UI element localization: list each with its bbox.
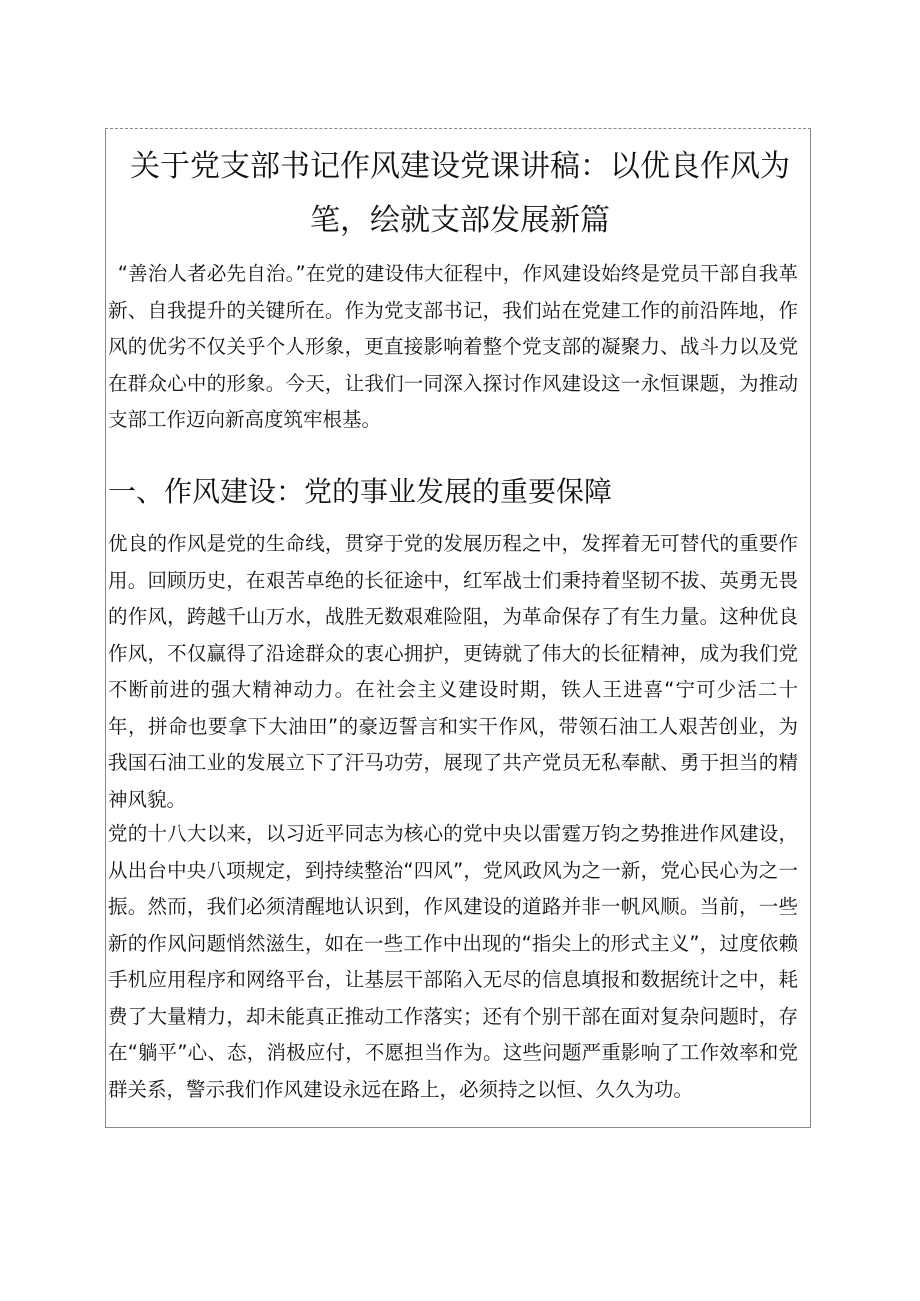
document-title: 关于党支部书记作风建设党课讲稿：以优良作风为笔，绘就支部发展新篇 — [130, 149, 790, 238]
section-1-paragraph-1: 优良的作风是党的生命线，贯穿于党的发展历程之中，发挥着无可替代的重要作用。回顾历史，在艰苦卓绝的长征途中，红军战士们秉持着坚韧不拔、英勇无畏的作风，跨越千山万水，战胜无数艰难险阻，为革命保存了有生力量。这种优良作风，不仅赢得了沿途群众的衷心拥护，更铸就了伟大的长征精神，成为我们党不断前进的强大精神动力。在社会主义建设时期，铁人王进喜“宁可少活二十年，拼命也要拿下大油田”的豪迈誓言和实干作风，带领石油工人艰苦创业，为我国石油工业的发展立下了汗马功劳，展现了共产党员无私奉献、勇于担当的精神风貌。 — [108, 532, 798, 811]
section-heading-1: 一、作风建设：党的事业发展的重要保障 — [108, 475, 613, 508]
section-1-paragraph-2: 党的十八大以来，以习近平同志为核心的党中央以雷霆万钧之势推进作风建设，从出台中央八项规定，到持续整治“四风”，党风政风为之一新，党心民心为之一振。然而，我们必须清醒地认识到，作风建设的道路并非一帆风顺。当前，一些新的作风问题悄然滋生，如在一些工作中出现的“指尖上的形式主义”，过度依赖手机应用程序和网络平台，让基层干部陷入无尽的信息填报和数据统计之中，耗费了大量精力，却未能真正推动工作落实；还有个别干部在面对复杂问题时，存在“躺平”心、态，消极应付，不愿担当作为。这些问题严重影响了工作效率和党群关系，警示我们作风建设永远在路上，必须持之以恒、久久为功。 — [108, 822, 798, 1101]
intro-paragraph: “善治人者必先自治。”在党的建设伟大征程中，作风建设始终是党员干部自我革新、自我提升的关键所在。作为党支部书记，我们站在党建工作的前沿阵地，作风的优劣不仅关乎个人形象，更直接影响着整个党支部的凝聚力、战斗力以及党在群众心中的形象。今天，让我们一同深入探讨作风建设这一永恒课题，为推动支部工作迈向新高度筑牢根基。 — [108, 262, 798, 431]
